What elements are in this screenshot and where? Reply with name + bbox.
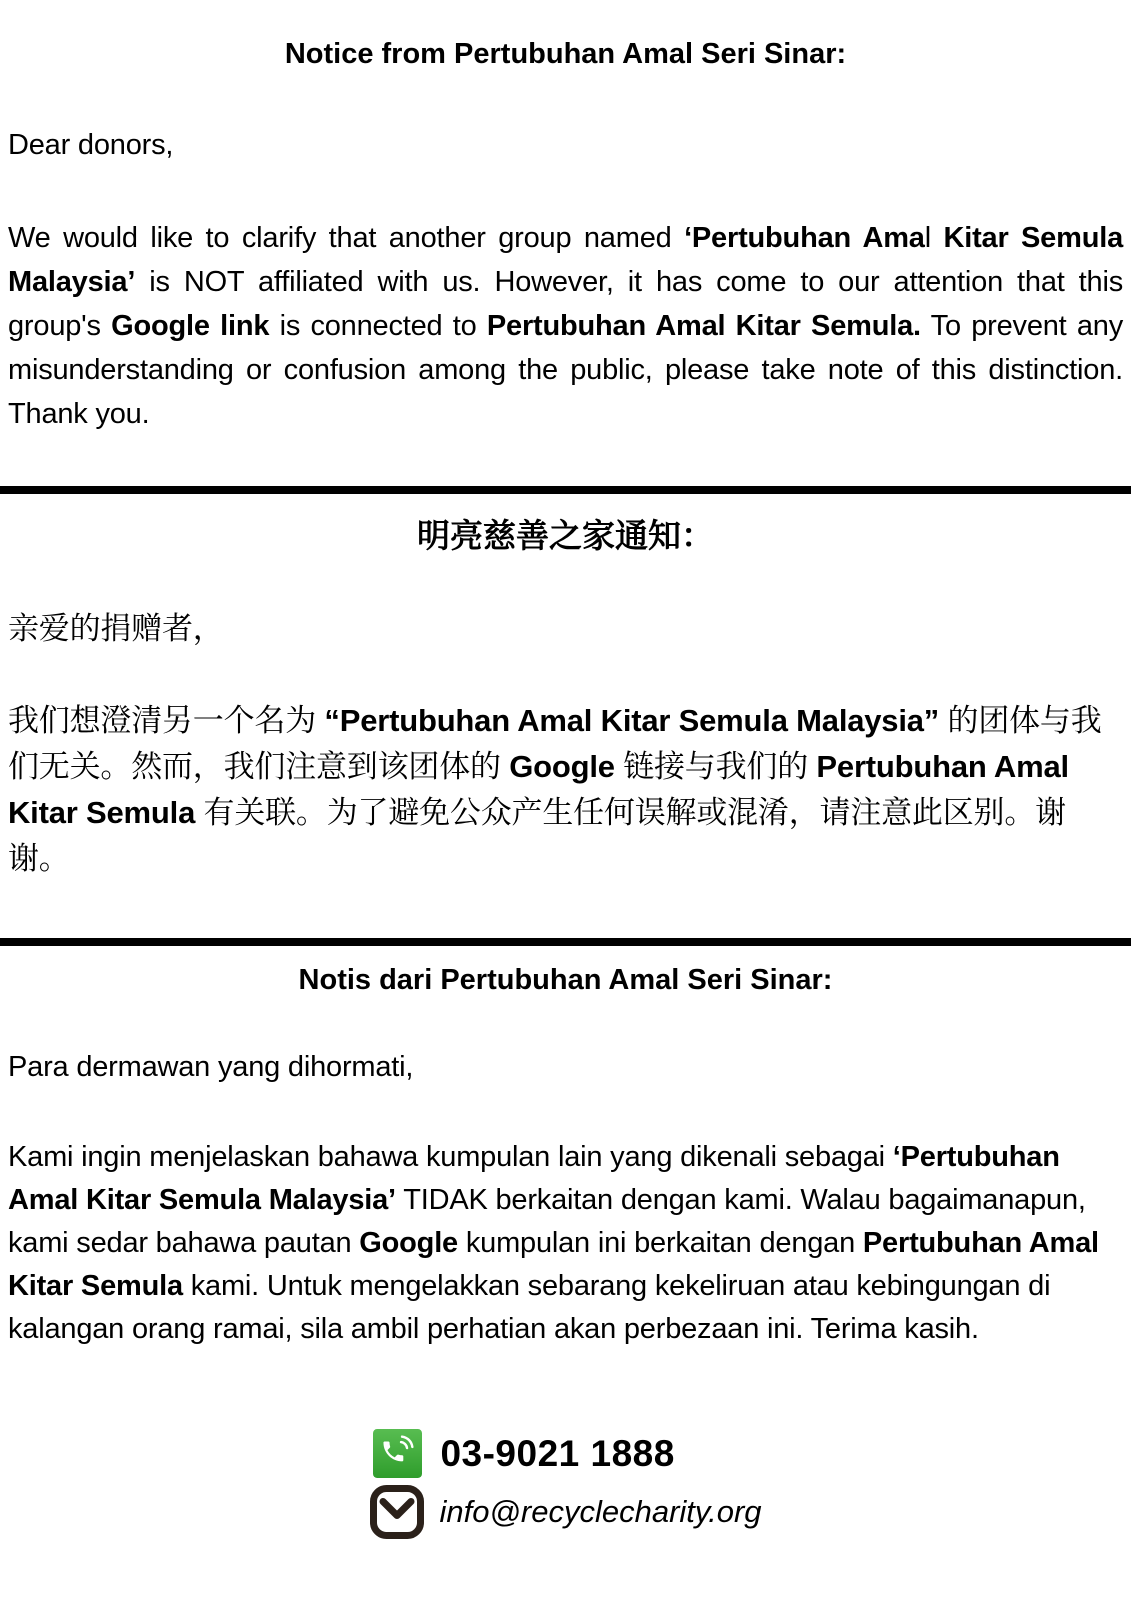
english-paragraph: We would like to clarify that another group named ‘Pertubuhan Amal Kitar Semula Malaysia’ is NOT affiliated with us. However, it has come to our attention that this group's Google link is connected to Pertubuhan Amal Kitar Semula. To prevent any misunderstanding or confusion among the public, please take note of this distinction. Thank you. (8, 222, 1123, 430)
section-divider (0, 938, 1131, 946)
email-row (369, 1484, 761, 1540)
english-greeting: Dear donors, (8, 129, 174, 161)
section-malay (0, 946, 1131, 1351)
malay-paragraph: Kami ingin menjelaskan bahawa kumpulan lain yang dikenali sebagai ‘Pertubuhan Amal Kitar Semula Malaysia’ TIDAK berkaitan dengan kami. Walau bagaimanapun, kami sedar bahawa pautan Google kumpulan ini berkaitan dengan Pertubuhan Amal Kitar Semula kami. Untuk mengelakkan sebarang kekeliruan atau kebingungan di kalangan orang ramai, sila ambil perhatian akan perbezaan ini. Terima kasih. (8, 1141, 1099, 1345)
phone-call-icon (373, 1429, 422, 1478)
chinese-greeting: 亲爱的捐赠者， (8, 611, 224, 646)
chinese-paragraph: 我们想澄清另一个名为 “Pertubuhan Amal Kitar Semula Malaysia” 的团体与我们无关。然而，我们注意到该团体的 Google 链接与我们的 Pertubuhan Amal Kitar Semula 有关联。为了避免公众产生任何误解或混淆，请注意此区别。谢谢。 (8, 703, 1102, 876)
malay-greeting: Para dermawan yang dihormati, (8, 1051, 414, 1083)
section-chinese (0, 494, 1131, 882)
phone-row (373, 1429, 674, 1478)
chinese-title: 明亮慈善之家通知： (417, 517, 714, 554)
malay-title: Notis dari Pertubuhan Amal Seri Sinar: (298, 964, 833, 996)
phone-number: 03-9021 1888 (440, 1432, 675, 1474)
envelope-icon (369, 1484, 425, 1540)
email-address: info@recyclecharity.org (439, 1494, 762, 1529)
contact-block (369, 1429, 761, 1540)
english-title: Notice from Pertubuhan Amal Seri Sinar: (284, 38, 847, 70)
section-english (0, 0, 1131, 436)
section-divider (0, 486, 1131, 494)
